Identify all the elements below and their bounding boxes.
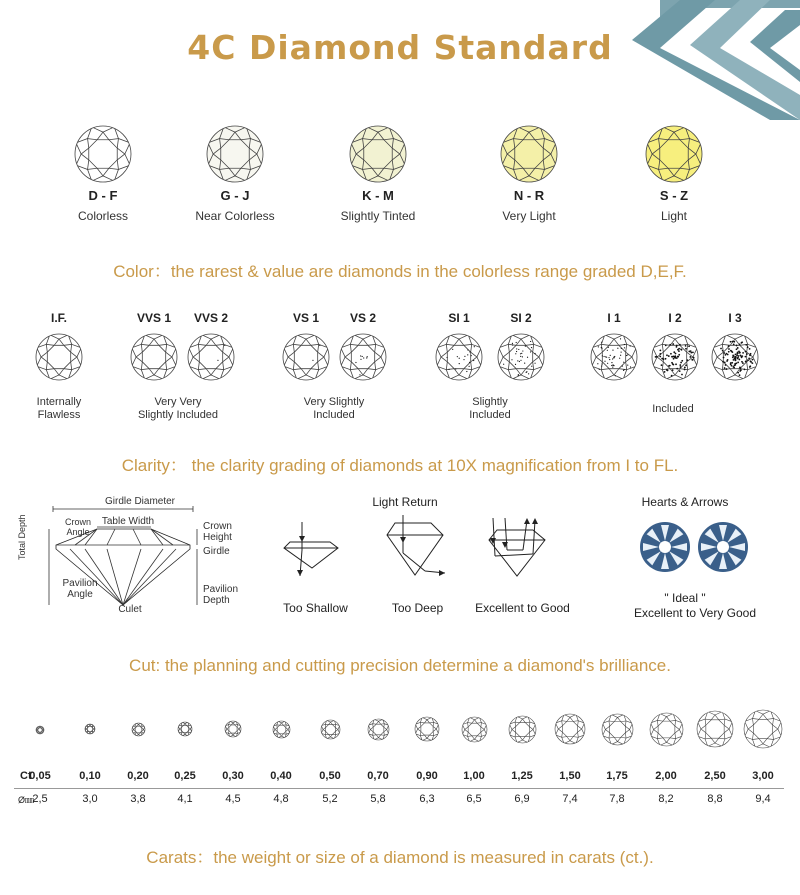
- carat-diamond: [600, 712, 635, 752]
- carat-value: 3,00: [752, 770, 774, 782]
- diamond-icon: [83, 722, 97, 736]
- page-title: 4C Diamond Standard: [187, 28, 613, 67]
- clarity-diamond: [186, 332, 236, 387]
- carat-value: 0,90: [416, 770, 438, 782]
- diamond-icon: [553, 712, 587, 746]
- color-code: G - J: [220, 188, 250, 203]
- arrows-pattern: [698, 522, 748, 572]
- carat-value: 1,50: [559, 770, 581, 782]
- carat-diamond: [223, 719, 243, 744]
- clarity-group-line1: Included: [652, 403, 694, 415]
- clarity-label: SI 1: [448, 311, 470, 325]
- too-deep-diagram: [383, 515, 453, 585]
- clarity-label: VVS 1: [136, 311, 172, 325]
- carat-diamond: [366, 717, 391, 747]
- crown-angle-label: Crown Angle: [64, 517, 91, 537]
- diamond-icon: [223, 719, 243, 739]
- ct-label: Ct: [20, 770, 32, 782]
- ideal-grade-label: Excellent to Very Good: [633, 606, 757, 620]
- carat-value: 1,25: [511, 770, 533, 782]
- mm-value: 8,8: [707, 793, 723, 805]
- color-name: Near Colorless: [195, 209, 275, 223]
- clarity-group-line1: Very Very: [154, 396, 202, 408]
- diamond-icon: [650, 332, 700, 382]
- carat-diamond: [176, 720, 194, 743]
- diamond-icon: [496, 332, 546, 382]
- diamond-icon: [589, 332, 639, 382]
- mm-value: 6,3: [419, 793, 435, 805]
- color-grade-3: [469, 124, 589, 223]
- mm-value: 4,5: [225, 793, 241, 805]
- mm-value: 4,8: [273, 793, 289, 805]
- carat-value: 0,10: [79, 770, 101, 782]
- mm-value: 2,5: [32, 793, 48, 805]
- carat-value: 0,30: [222, 770, 244, 782]
- diamond-icon: [710, 332, 760, 382]
- mm-value: 6,9: [514, 793, 530, 805]
- diamond-icon: [271, 719, 292, 740]
- clarity-group-line2: Included: [469, 409, 511, 421]
- clarity-group-line1: Very Slightly: [303, 396, 365, 408]
- clarity-group-line1: Slightly: [472, 396, 508, 408]
- diamond-icon: [34, 724, 46, 736]
- color-name: Very Light: [502, 209, 556, 223]
- carat-divider: [14, 788, 784, 789]
- clarity-label: I 2: [668, 311, 682, 325]
- diamond-icon: [348, 124, 408, 184]
- diamond-icon: [507, 714, 538, 745]
- carat-diamond: [507, 714, 538, 750]
- carat-diamond: [34, 723, 46, 741]
- clarity-diamond: [650, 332, 700, 387]
- color-code: N - R: [513, 188, 545, 203]
- diamond-icon: [73, 124, 133, 184]
- clarity-diamond: [338, 332, 388, 387]
- carat-value: 2,00: [655, 770, 677, 782]
- color-name: Light: [660, 209, 688, 223]
- culet-label: Culet: [118, 604, 142, 615]
- clarity-group-line2: Flawless: [37, 409, 81, 421]
- diamond-icon: [434, 332, 484, 382]
- diamond-icon: [34, 332, 84, 382]
- carat-diamond: [460, 715, 489, 749]
- carat-diamond: [130, 721, 147, 743]
- diamond-icon: [130, 721, 147, 738]
- carat-diamond: [83, 722, 97, 741]
- mm-value: 3,0: [82, 793, 98, 805]
- clarity-diamond: [710, 332, 760, 387]
- too-shallow-label: Too Shallow: [283, 601, 348, 615]
- color-grade-2: [318, 124, 438, 223]
- carat-caption: Carats：the weight or size of a diamond is measured in carats (ct.).: [146, 848, 654, 867]
- too-deep-label: Too Deep: [391, 601, 444, 615]
- color-name: Colorless: [77, 209, 128, 223]
- diamond-icon: [338, 332, 388, 382]
- carat-value: 1,75: [606, 770, 628, 782]
- color-grade-1: [175, 124, 295, 223]
- diamond-profile-diagram: [45, 505, 205, 610]
- diamond-icon: [742, 708, 784, 750]
- carat-value: 0,25: [174, 770, 196, 782]
- clarity-group: [430, 396, 550, 422]
- clarity-diamond: [434, 332, 484, 387]
- carat-value: 0,50: [319, 770, 341, 782]
- carat-value: 0,70: [367, 770, 389, 782]
- diamond-icon: [176, 720, 194, 738]
- clarity-label: VS 2: [349, 311, 376, 325]
- diamond-icon: [186, 332, 236, 382]
- carat-diamond: [648, 711, 685, 753]
- clarity-diamond: [34, 332, 84, 387]
- clarity-label: VS 1: [292, 311, 319, 325]
- girdle-label: Girdle: [203, 546, 230, 557]
- color-code: K - M: [362, 188, 394, 203]
- clarity-diamond: [496, 332, 546, 387]
- diamond-icon: [205, 124, 265, 184]
- clarity-label: I.F.: [50, 311, 67, 325]
- hearts-arrows-label: Hearts & Arrows: [641, 495, 729, 509]
- carat-value: 0,05: [29, 770, 51, 782]
- diamond-icon: [695, 709, 735, 749]
- carat-diamond: [742, 708, 784, 755]
- color-name: Slightly Tinted: [340, 209, 416, 223]
- clarity-caption: Clarity： the clarity grading of diamonds at 10X magnification from I to FL.: [121, 456, 679, 475]
- diamond-icon: [600, 712, 635, 747]
- light-return-label: Light Return: [372, 495, 438, 509]
- pavilion-angle-label: Pavilion Angle: [62, 578, 98, 600]
- carat-diamond: [319, 718, 342, 746]
- girdle-diameter-label: Girdle Diameter: [104, 496, 176, 507]
- clarity-group: [118, 396, 238, 422]
- mm-value: 6,5: [466, 793, 482, 805]
- diamond-icon: [499, 124, 559, 184]
- clarity-label: VVS 2: [193, 311, 229, 325]
- color-code: D - F: [88, 188, 118, 203]
- diamond-icon: [413, 715, 441, 743]
- table-width-label: Table Width: [101, 516, 155, 527]
- pavilion-depth-label: Pavilion Depth: [203, 584, 239, 606]
- carat-diamond: [271, 719, 292, 745]
- mm-value: 5,2: [322, 793, 338, 805]
- total-depth-label: Total Depth: [17, 514, 27, 560]
- diamond-icon: [129, 332, 179, 382]
- clarity-diamond: [281, 332, 331, 387]
- ideal-label: " Ideal ": [664, 591, 706, 605]
- hearts-arrows-diagram: [638, 520, 750, 574]
- cut-caption: Cut: the planning and cutting precision determine a diamond's brilliance.: [129, 656, 671, 675]
- color-caption: Color：the rarest & value are diamonds in the colorless range graded D,E,F.: [113, 262, 687, 281]
- diamond-icon: [648, 711, 685, 748]
- mm-value: 4,1: [177, 793, 193, 805]
- clarity-diamond: [589, 332, 639, 387]
- mm-label: Ø㎜: [18, 795, 35, 805]
- clarity-label: SI 2: [510, 311, 532, 325]
- clarity-group: [274, 396, 394, 422]
- carat-value: 0,40: [270, 770, 292, 782]
- carat-diamond: [553, 712, 587, 751]
- mm-value: 9,4: [755, 793, 771, 805]
- mm-value: 3,8: [130, 793, 146, 805]
- too-shallow-diagram: [280, 520, 345, 580]
- diamond-icon: [366, 717, 391, 742]
- color-grade-4: [614, 124, 734, 223]
- mm-value: 7,8: [609, 793, 625, 805]
- clarity-group-line1: Internally: [36, 396, 82, 408]
- carat-value: 1,00: [463, 770, 485, 782]
- diamond-icon: [460, 715, 489, 744]
- carat-value: 2,50: [704, 770, 726, 782]
- crown-height-label: Crown Height: [203, 521, 232, 543]
- carat-value: 0,20: [127, 770, 149, 782]
- clarity-diamond: [129, 332, 179, 387]
- clarity-group-line2: Included: [313, 409, 355, 421]
- diamond-icon: [319, 718, 342, 741]
- excellent-diagram: [483, 518, 558, 583]
- color-grade-0: [43, 124, 163, 223]
- clarity-group: [0, 396, 119, 422]
- mm-value: 5,8: [370, 793, 386, 805]
- diamond-icon: [644, 124, 704, 184]
- clarity-group-line2: Slightly Included: [137, 409, 219, 421]
- color-code: S - Z: [659, 188, 689, 203]
- diamond-icon: [281, 332, 331, 382]
- carat-diamond: [695, 709, 735, 754]
- hearts-pattern: [640, 522, 690, 572]
- clarity-group: [613, 403, 733, 416]
- clarity-label: I 3: [728, 311, 742, 325]
- clarity-label: I 1: [607, 311, 621, 325]
- mm-value: 8,2: [658, 793, 674, 805]
- mm-value: 7,4: [562, 793, 578, 805]
- excellent-label: Excellent to Good: [475, 601, 570, 615]
- carat-diamond: [413, 715, 441, 748]
